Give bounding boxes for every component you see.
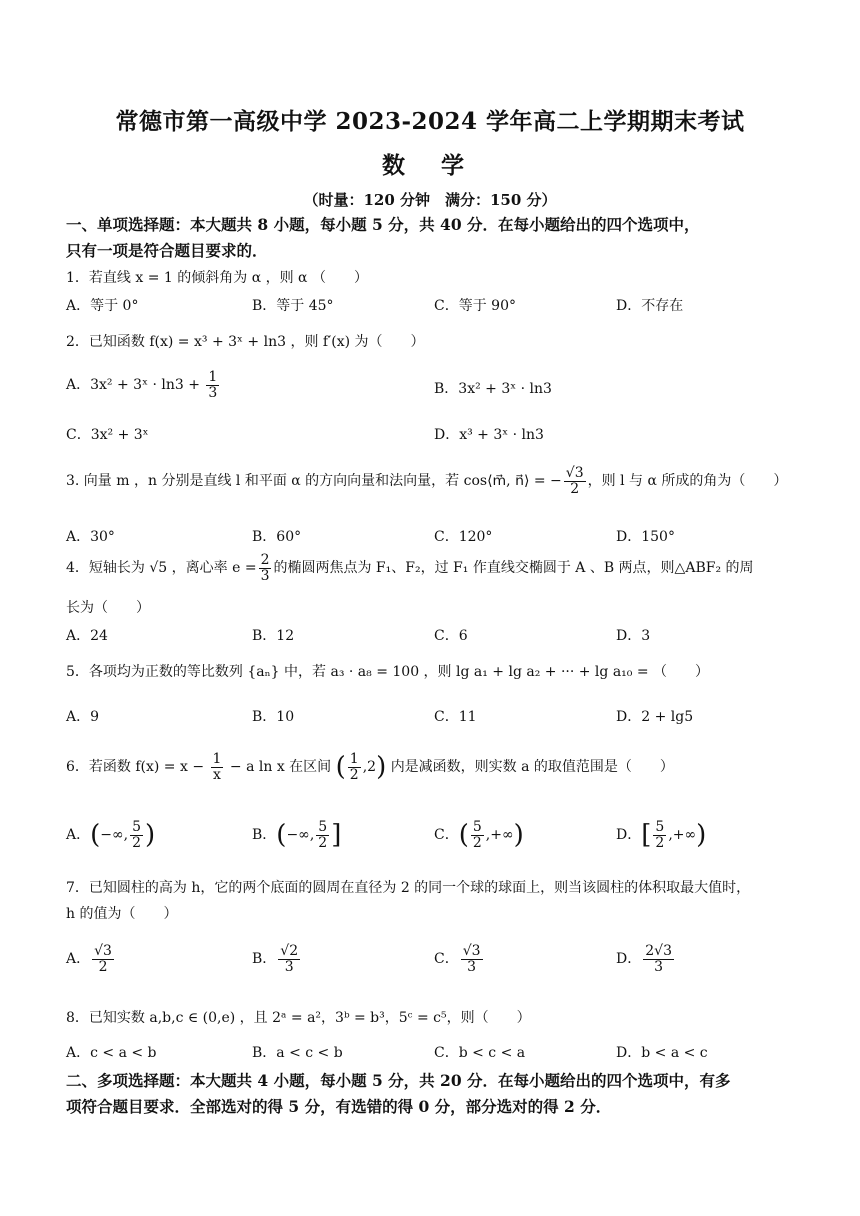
question-7: 7．已知圆柱的高为 h，它的两个底面的圆周在直径为 2 的同一个球的球面上，则当该圆柱的体积取最大值时， [66,880,751,896]
question-5: 5．各项均为正数的等比数列 {aₙ} 中，若 a₃ · a₈ = 100 ，则 lg a₁ + lg a₂ + ··· + lg a₁₀ = （ ） [66,664,710,680]
q8-option-b: B．a < c < b [252,1045,343,1061]
q4-option-c: C．6 [434,628,468,644]
q4-option-a: A．24 [66,628,108,644]
question-7-line2: h 的值为（ ） [66,906,178,922]
q6-option-c: C．( $\frac{5}{2}$ ,+∞) [434,819,524,851]
q3-fraction: $\frac{√3}{2}$ [565,465,584,497]
section2-heading: 二、多项选择题：本大题共 4 小题，每小题 5 分，共 20 分．在每小题给出的四个选项中，有多 项符合题目要求．全部选对的得 5 分，有选错的得 0 分，部分选对的得 2 分． [66,1071,731,1116]
q5-option-d: D．2 + lg5 [616,709,694,725]
q7-option-a: A． $\frac{√3}{2}$ [66,943,112,975]
subject-title: 数 学 [381,152,478,179]
q3-option-d: D．150° [616,529,675,545]
q2-option-a-fraction: $\frac{1}{3}$ [208,369,218,401]
q6-fraction-2: $\frac{1}{2}$ [349,751,359,783]
q6-option-a: A．(−∞, $\frac{5}{2}$ ) [66,819,156,851]
q3-option-c: C．120° [434,529,493,545]
question-3: 3. 向量 m ，n 分别是直线 l 和平面 α 的方向向量和法向量，若 cos⟨m⃗, n⃗⟩ = − $\frac{√3}{2}$ ，则 l 与 α 所成的角为（ ） [66,465,788,497]
q4-option-b: B．12 [252,628,295,644]
q5-option-c: C．11 [434,709,477,725]
q6-fraction-1: $\frac{1}{x}$ [212,751,222,783]
q5-option-b: B．10 [252,709,295,725]
q8-option-a: A．c < a < b [66,1045,157,1061]
question-6: 6．若函数 f(x) = x − $\frac{1}{x}$ − a ln x 在区间 ( $\frac{1}{2}$ ,2) 内是减函数，则实数 a 的取值范围是（ ） [66,751,674,783]
q7-option-b: B． $\frac{√2}{3}$ [252,943,299,975]
q3-option-a: A．30° [66,529,115,545]
q6-option-d: D．[ $\frac{5}{2}$ ,+∞) [616,819,707,851]
q8-option-d: D．b < a < c [616,1045,708,1061]
q1-option-d: D．不存在 [616,298,684,314]
q6-option-b: B．(−∞, $\frac{5}{2}$ ] [252,819,342,851]
exam-info: （时量：120 分钟 满分：150 分） [303,191,557,209]
question-8: 8．已知实数 a,b,c ∈ (0,e) ，且 2ᵃ = a²，3ᵇ = b³，5ᶜ = c⁵，则（ ） [66,1010,531,1026]
q2-option-b: B．3x² + 3ˣ · ln3 [434,381,552,397]
q4-fraction: $\frac{2}{3}$ [260,552,270,584]
q5-option-a: A．9 [66,709,100,725]
q2-option-a: A．3x² + 3ˣ · ln3 + $\frac{1}{3}$ [66,369,218,401]
q1-option-c: C．等于 90° [434,298,516,314]
q2-option-d: D．x³ + 3ˣ · ln3 [434,427,544,443]
q8-option-c: C．b < c < a [434,1045,526,1061]
q1-option-a: A．等于 0° [66,298,139,314]
q1-option-b: B．等于 45° [252,298,334,314]
question-4: 4．短轴长为 √5 ，离心率 e = $\frac{2}{3}$ 的椭圆两焦点为 F₁、F₂，过 F₁ 作直线交椭圆于 A 、B 两点，则△ABF₂ 的周 [66,552,754,584]
q7-option-d: D． $\frac{2√3}{3}$ [616,943,672,975]
question-4-line2: 长为（ ） [66,600,150,616]
q4-option-d: D．3 [616,628,651,644]
section1-heading: 一、单项选择题：本大题共 8 小题，每小题 5 分，共 40 分．在每小题给出的四个选项中， 只有一项是符合题目要求的． [66,215,700,260]
question-2: 2．已知函数 f(x) = x³ + 3ˣ + ln3 ，则 f′(x) 为（ ） [66,334,425,350]
q7-option-c: C． $\frac{√3}{3}$ [434,943,481,975]
question-1: 1．若直线 x = 1 的倾斜角为 α ，则 α （ ） [66,270,368,286]
exam-title: 常德市第一高级中学 2023-2024 学年高二上学期期末考试 [115,108,745,135]
q2-option-c: C．3x² + 3ˣ [66,427,149,443]
q3-option-b: B．60° [252,529,302,545]
